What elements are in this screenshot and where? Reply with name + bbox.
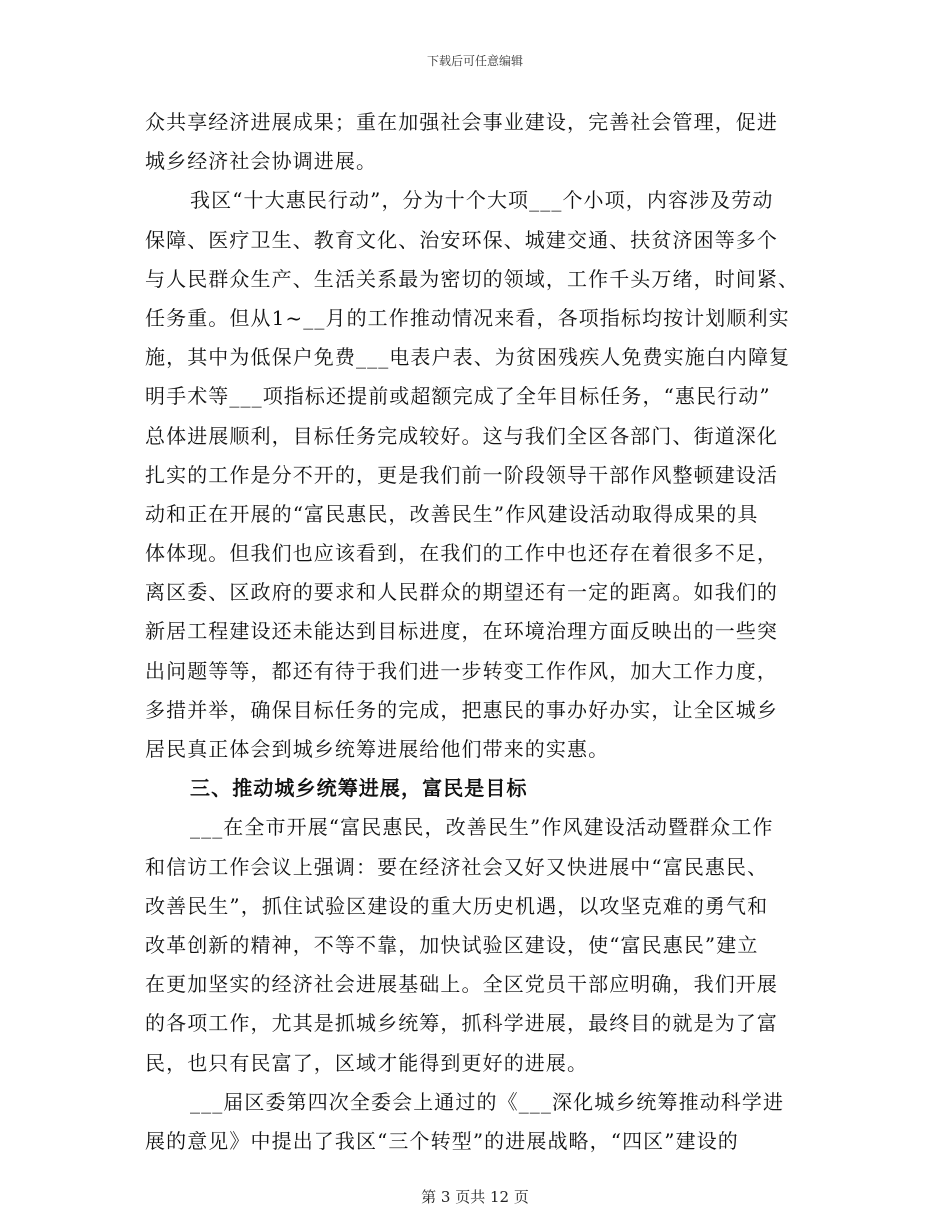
text-line: 出问题等等，都还有待于我们进一步转变工作作风，加大工作力度，: [145, 658, 778, 683]
text-line: 与人民群众生产、生活关系最为密切的领域，工作千头万绪，时间紧、: [145, 266, 800, 291]
text-line: 施，其中为低保户免费___电表户表、为贫困残疾人免费实施白内障复: [145, 345, 791, 370]
text-line: 明手术等___项指标还提前或超额完成了全年目标任务，“惠民行动”: [145, 384, 771, 409]
text-line: 体体现。但我们也应该看到，在我们的工作中也还存在着很多不足，: [145, 541, 778, 566]
text-line: 我区“十大惠民行动”，分为十个大项___个小项，内容涉及劳动: [190, 188, 774, 213]
text-line: 在更加坚实的经济社会进展基础上。全区党员干部应明确，我们开展: [145, 972, 778, 997]
page-number: 第 3 页共 12 页: [421, 1188, 529, 1206]
text-line: 离区委、区政府的要求和人民群众的期望还有一定的距离。如我们的: [145, 580, 778, 605]
text-line: 众共享经济进展成果；重在加强社会事业建设，完善社会管理，促进: [145, 110, 778, 134]
text-line: 和信访工作会议上强调：要在经济社会又好又快进展中“富民惠民、: [145, 854, 769, 879]
text-line: 民，也只有民富了，区域才能得到更好的进展。: [145, 1050, 589, 1075]
text-line: 保障、医疗卫生、教育文化、治安环保、城建交通、扶贫济困等多个: [145, 227, 778, 252]
text-line: 改善民生”，抓住试验区建设的重大历史机遇，以攻坚克难的勇气和: [145, 893, 769, 918]
text-line: 总体进展顺利，目标任务完成较好。这与我们全区各部门、街道深化: [145, 423, 778, 448]
document-body: [145, 103, 810, 1161]
text-line: 城乡经济社会协调进展。: [145, 149, 378, 174]
section-heading: 三、推动城乡统筹进展，富民是目标: [190, 776, 528, 801]
text-line: 新居工程建设还未能达到目标进度，在环境治理方面反映出的一些突: [145, 619, 778, 644]
text-line: 多措并举，确保目标任务的完成，把惠民的事办好办实，让全区城乡: [145, 697, 778, 722]
text-line: 动和正在开展的“富民惠民，改善民生”作风建设活动取得成果的具: [145, 501, 759, 526]
text-line: 改革创新的精神，不等不靠，加快试验区建设，使“富民惠民”建立: [145, 932, 759, 957]
page-header: 下载后可任意编辑: [426, 54, 523, 68]
text-line: 的各项工作，尤其是抓城乡统筹，抓科学进展，最终目的就是为了富: [145, 1011, 778, 1036]
text-line: 展的意见》中提出了我区“三个转型”的进展战略，“四区”建设的: [145, 1128, 739, 1153]
text-line: 扎实的工作是分不开的，更是我们前一阶段领导干部作风整顿建设活: [145, 462, 778, 487]
text-line: 任务重。但从1~__月的工作推动情况来看，各项指标均按计划顺利实: [145, 305, 790, 330]
text-line: ___届区委第四次全委会上通过的《___深化城乡统筹推动科学进: [190, 1089, 785, 1114]
text-line: ___在全市开展“富民惠民，改善民生”作风建设活动暨群众工作: [190, 815, 774, 840]
text-line: 居民真正体会到城乡统筹进展给他们带来的实惠。: [145, 737, 610, 761]
